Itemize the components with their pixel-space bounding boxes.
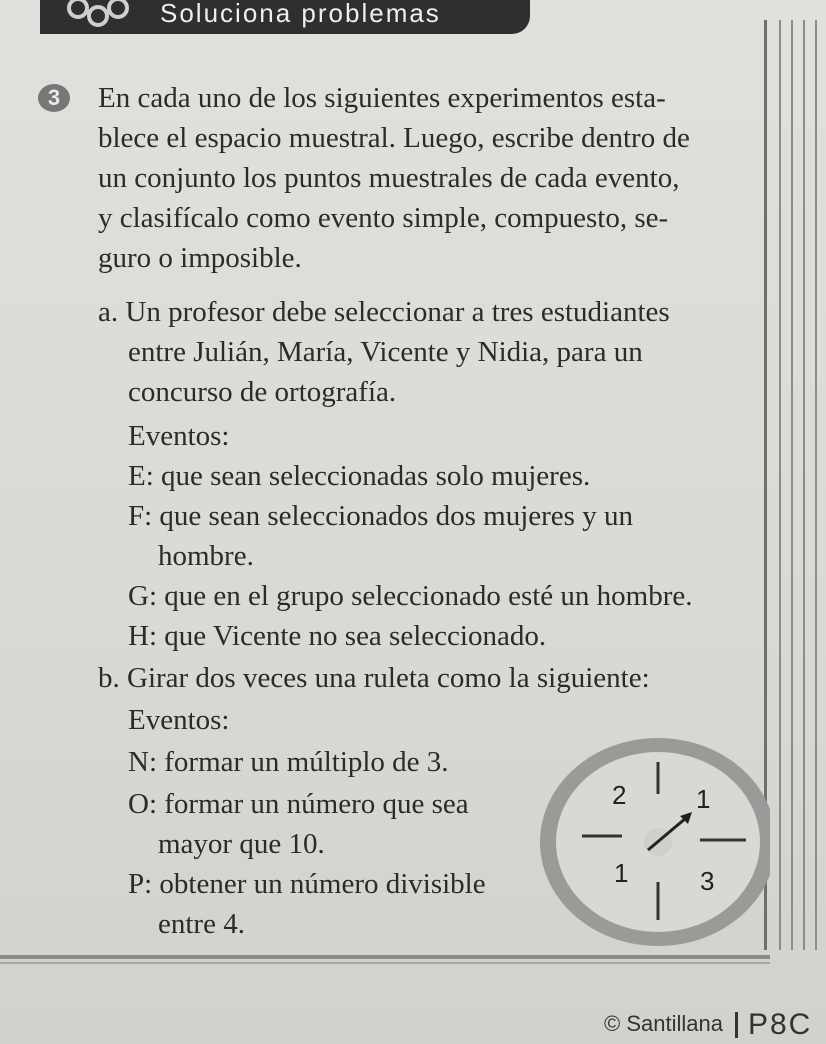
event-item: O: formar un número que sea (128, 788, 469, 820)
publisher-label: © Santillana (604, 1010, 723, 1036)
spinner-sector-label: 1 (696, 784, 711, 814)
intro-line: y clasifícalo como evento simple, compuesto, se- (98, 202, 669, 234)
page-border (764, 20, 826, 950)
event-item: entre 4. (158, 908, 245, 940)
section-banner (40, 0, 530, 34)
event-item: F: que sean seleccionados dos mujeres y un (128, 500, 633, 532)
part-a-line: concurso de ortografía. (128, 376, 397, 408)
divider (0, 962, 770, 964)
event-item: mayor que 10. (158, 828, 325, 860)
part-a-line: entre Julián, María, Vicente y Nidia, para un (128, 336, 643, 368)
problem-number-badge: 3 (38, 84, 70, 112)
event-item: hombre. (158, 540, 254, 572)
intro-line: guro o imposible. (98, 242, 302, 274)
page-footer (604, 1008, 812, 1042)
events-label: Eventos: (128, 704, 230, 736)
part-a-line: a. Un profesor debe seleccionar a tres estudiantes (98, 296, 670, 328)
event-item: P: obtener un número divisible (128, 868, 486, 900)
event-item: H: que Vicente no sea seleccionado. (128, 620, 547, 652)
intro-line: En cada uno de los siguientes experimentos esta- (98, 82, 666, 114)
event-item: N: formar un múltiplo de 3. (128, 746, 449, 778)
part-b-line: b. Girar dos veces una ruleta como la siguiente: (98, 662, 650, 694)
events-label: Eventos: (128, 420, 230, 452)
event-item: E: que sean seleccionadas solo mujeres. (128, 460, 591, 492)
spinner-sector-label: 2 (612, 780, 627, 810)
intro-line: un conjunto los puntos muestrales de cada evento, (98, 162, 680, 194)
page-number: P8C (747, 1008, 813, 1041)
section-title: Soluciona problemas (160, 0, 441, 28)
divider (0, 955, 770, 959)
spinner-wheel (530, 732, 770, 952)
spinner-sector-label: 1 (614, 858, 629, 888)
event-item: G: que en el grupo seleccionado esté un hombre. (128, 580, 693, 612)
spinner-sector-label: 3 (700, 866, 715, 896)
gears-icon (58, 0, 138, 34)
intro-line: blece el espacio muestral. Luego, escribe dentro de (98, 122, 690, 154)
